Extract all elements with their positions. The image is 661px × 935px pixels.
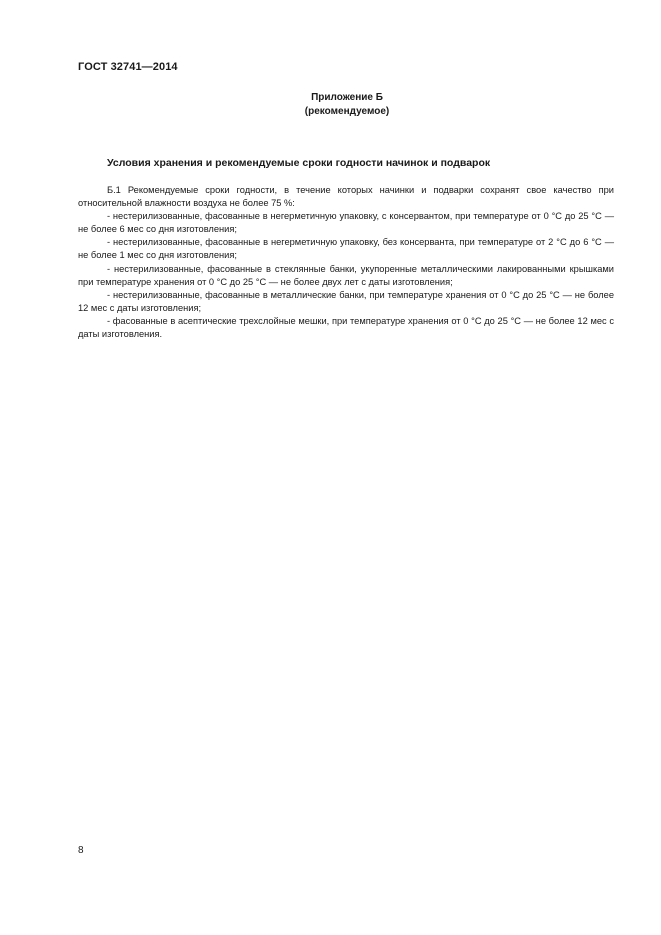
annex-note: (рекомендуемое)	[304, 106, 390, 117]
section-heading: Условия хранения и рекомендуемые сроки годности начинок и подварок	[107, 157, 491, 169]
standard-header: ГОСТ 32741—2014	[78, 61, 178, 73]
list-item: - нестерилизованные, фасованные в негерметичную упаковку, с консервантом, при температуре от 0 °С до 25 °С — не более 6 мес со дня изготовления;	[78, 211, 614, 235]
list-item: - фасованные в асептические трехслойные мешки, при температуре хранения от 0 °С до 25 °С — не более 12 мес с даты изготовления.	[78, 315, 614, 340]
annex-title: Приложение Б	[311, 92, 383, 103]
list-item: - нестерилизованные, фасованные в негерметичную упаковку, без консерванта, при температуре от 2 °С до 6 °С — не более 1 мес со дня изготовления;	[78, 237, 614, 261]
page-number: 8	[78, 845, 84, 856]
list-item: - нестерилизованные, фасованные в металлические банки, при температуре хранения от 0 °С до 25 °С — не более 12 мес с даты изготовления;	[78, 289, 614, 313]
list-item: - нестерилизованные, фасованные в стеклянные банки, укупоренные металлическими лакированными крышками при температуре хранения от 0 °С до 25 °С — не более двух лет с даты изготовления;	[78, 263, 614, 287]
section-body	[78, 184, 614, 341]
paragraph-intro: Б.1 Рекомендуемые сроки годности, в течение которых начинки и подварки сохранят свое качество при относительной влажности воздуха не более 75 %:	[78, 185, 614, 209]
